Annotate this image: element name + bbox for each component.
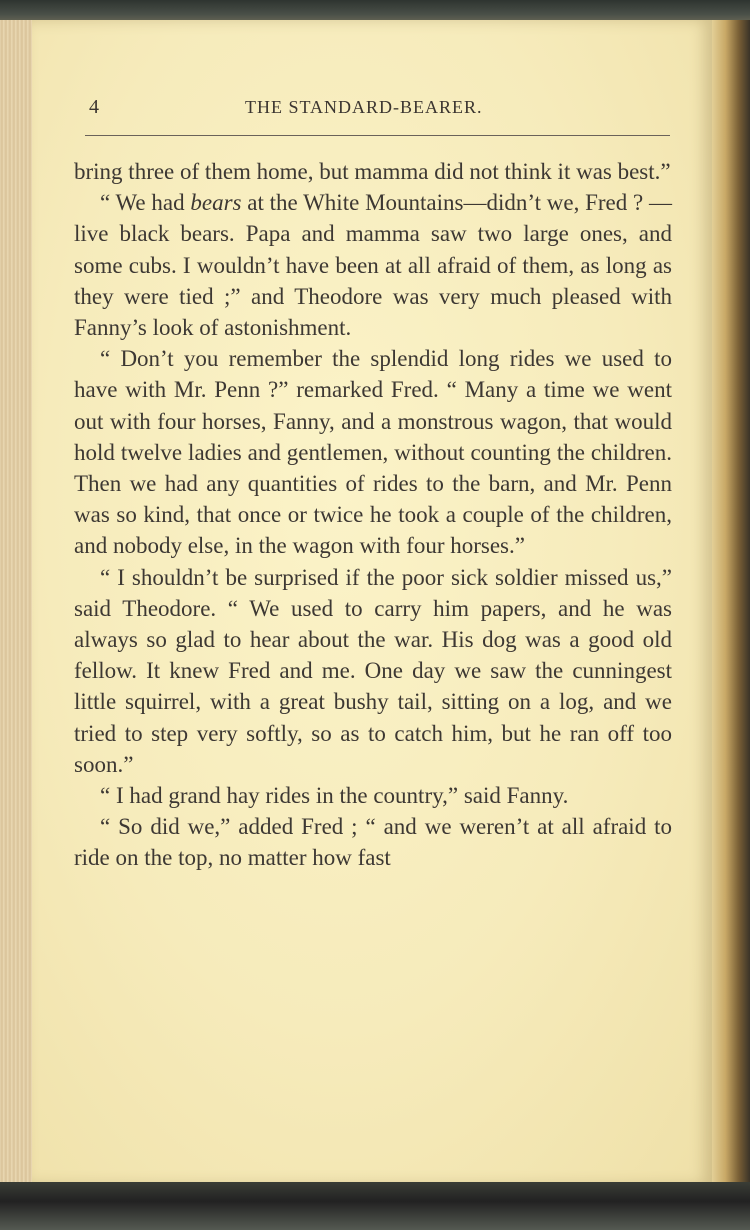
paragraph-5-text: “ I had grand hay rides in the country,” said Fanny. (100, 783, 569, 809)
paragraph-2 (74, 187, 672, 343)
paragraph-2-italic: bears (190, 190, 242, 216)
book-bottom-edge (0, 1182, 750, 1230)
book-gutter (712, 20, 750, 1185)
page-number: 4 (89, 96, 100, 118)
paragraph-4 (74, 562, 672, 780)
paragraph-5 (74, 780, 672, 811)
paragraph-3-text: “ Don’t you remember the splendid long rides we used to have with Mr. Penn ?” remarked Fred. “ Many a time we went out with four horses, Fanny, and a monstrous wagon, that would hold twelve ladies and gentlemen, without counting the children. Then we had any quantities of rides to the barn, and Mr. Penn was so kind, that once or twice he took a couple of the children, and nobody else, in the wagon with four horses.” (74, 346, 672, 559)
paragraph-1-text: bring three of them home, but mamma did not think it was best.” (74, 159, 671, 184)
running-title: THE STANDARD-BEARER. (245, 97, 483, 117)
paragraph-1 (74, 156, 672, 187)
body-text (74, 156, 672, 874)
page-stack-edge (0, 20, 34, 1185)
paragraph-6 (74, 811, 672, 873)
paragraph-2-text-a: “ We had (100, 190, 191, 216)
paragraph-4-text: “ I shouldn’t be surprised if the poor sick soldier missed us,” said Theodore. “ We used to carry him papers, and he was always so glad to hear about the war. His dog was a good old fellow. It knew Fred and me. One day we saw the cunningest little squirrel, with a great bushy tail, sitting on a log, and we tried to step very softly, so as to catch him, but he ran off too soon.” (74, 564, 672, 777)
paragraph-3 (74, 343, 672, 561)
paragraph-2-text-b: at the White Mountains—didn’t we, Fred ? —live black bears. Papa and mamma saw two large ones, and some cubs. I wouldn’t have been at all afraid of them, as long as they were tied ;” and Theodore was very much pleased with Fanny’s look of astonishment. (74, 190, 672, 341)
header-rule (85, 135, 670, 136)
paragraph-6-text: “ So did we,” added Fred ; “ and we weren’t at all afraid to ride on the top, no matter how fast (74, 814, 672, 871)
running-header (55, 96, 670, 126)
